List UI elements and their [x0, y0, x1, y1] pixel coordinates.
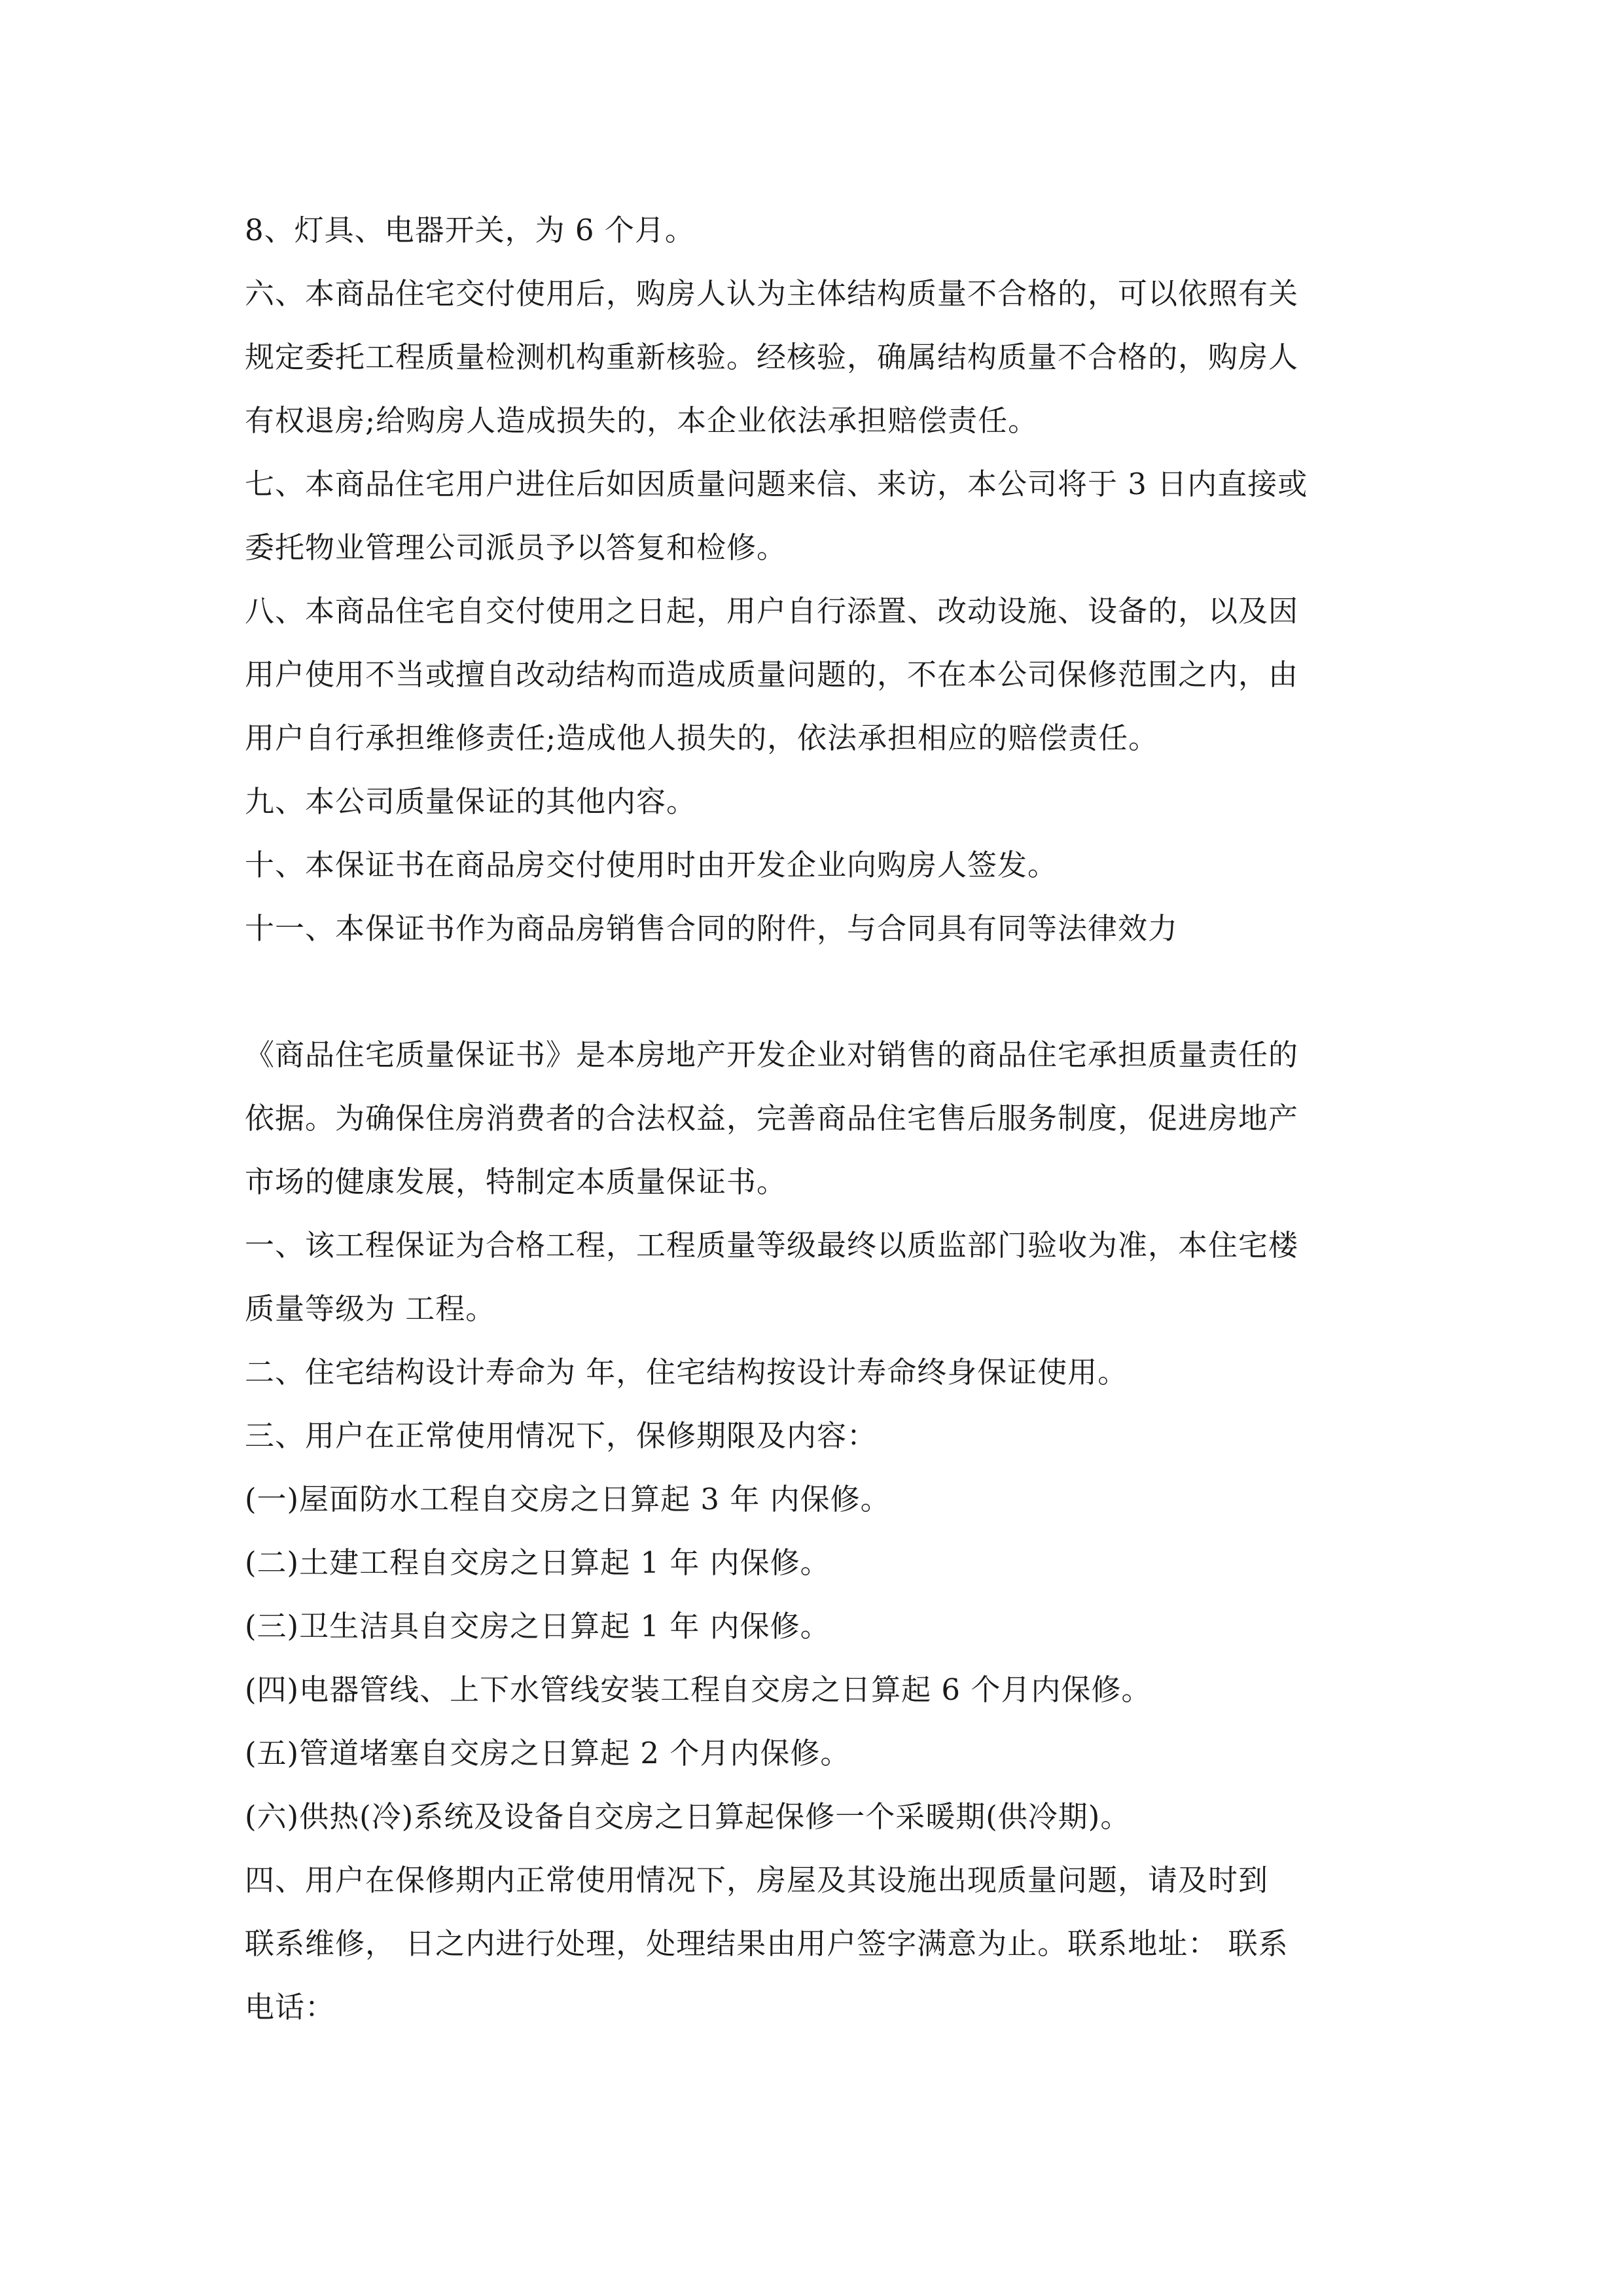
paragraph-gap [245, 960, 1383, 1023]
text-line: 二、住宅结构设计寿命为 年，住宅结构按设计寿命终身保证使用。 [245, 1355, 1128, 1390]
text-line: (四)电器管线、上下水管线安装工程自交房之日算起 6 个月内保修。 [245, 1672, 1152, 1707]
text-line: 用户自行承担维修责任;造成他人损失的，依法承担相应的赔偿责任。 [245, 721, 1159, 755]
text-line: 八、本商品住宅自交付使用之日起，用户自行添置、改动设施、设备的，以及因 [245, 594, 1299, 628]
text-line: (五)管道堵塞自交房之日算起 2 个月内保修。 [245, 1736, 851, 1770]
text-line: 质量等级为 工程。 [245, 1291, 496, 1326]
warranty-terms-continued [245, 198, 1383, 960]
text-line: 市场的健康发展，特制定本质量保证书。 [245, 1164, 787, 1199]
text-line: 用户使用不当或擅自改动结构而造成质量问题的，不在本公司保修范围之内，由 [245, 657, 1299, 692]
text-line: 联系维修， 日之内进行处理，处理结果由用户签字满意为止。联系地址： 联系 [245, 1926, 1289, 1961]
text-line: 委托物业管理公司派员予以答复和检修。 [245, 530, 787, 565]
text-line: 有权退房;给购房人造成损失的，本企业依法承担赔偿责任。 [245, 403, 1039, 438]
text-line: 十一、本保证书作为商品房销售合同的附件，与合同具有同等法律效力 [245, 911, 1179, 946]
text-line: 一、该工程保证为合格工程，工程质量等级最终以质监部门验收为准，本住宅楼 [245, 1228, 1299, 1263]
text-line: 四、用户在保修期内正常使用情况下，房屋及其设施出现质量问题，请及时到 [245, 1863, 1269, 1897]
warranty-certificate-section [245, 1023, 1383, 2039]
text-line: 三、用户在正常使用情况下，保修期限及内容： [245, 1418, 878, 1453]
document-body [245, 198, 1383, 2039]
text-line: (一)屋面防水工程自交房之日算起 3 年 内保修。 [245, 1482, 891, 1516]
text-line: 七、本商品住宅用户进住后如因质量问题来信、来访，本公司将于 3 日内直接或 [245, 467, 1308, 501]
text-line: 六、本商品住宅交付使用后，购房人认为主体结构质量不合格的，可以依照有关 [245, 276, 1299, 311]
text-line: 九、本公司质量保证的其他内容。 [245, 784, 697, 819]
text-line: 规定委托工程质量检测机构重新核验。经核验，确属结构质量不合格的，购房人 [245, 340, 1299, 374]
text-line: 电话： [245, 1990, 336, 2024]
text-line: 《商品住宅质量保证书》是本房地产开发企业对销售的商品住宅承担质量责任的 [245, 1037, 1299, 1072]
text-line: (二)土建工程自交房之日算起 1 年 内保修。 [245, 1545, 830, 1580]
text-line: (三)卫生洁具自交房之日算起 1 年 内保修。 [245, 1609, 830, 1643]
text-line: 十、本保证书在商品房交付使用时由开发企业向购房人签发。 [245, 848, 1058, 882]
text-line: 8、灯具、电器开关，为 6 个月。 [245, 213, 695, 247]
text-line: (六)供热(冷)系统及设备自交房之日算起保修一个采暖期(供冷期)。 [245, 1799, 1131, 1834]
text-line: 依据。为确保住房消费者的合法权益，完善商品住宅售后服务制度，促进房地产 [245, 1101, 1299, 1136]
